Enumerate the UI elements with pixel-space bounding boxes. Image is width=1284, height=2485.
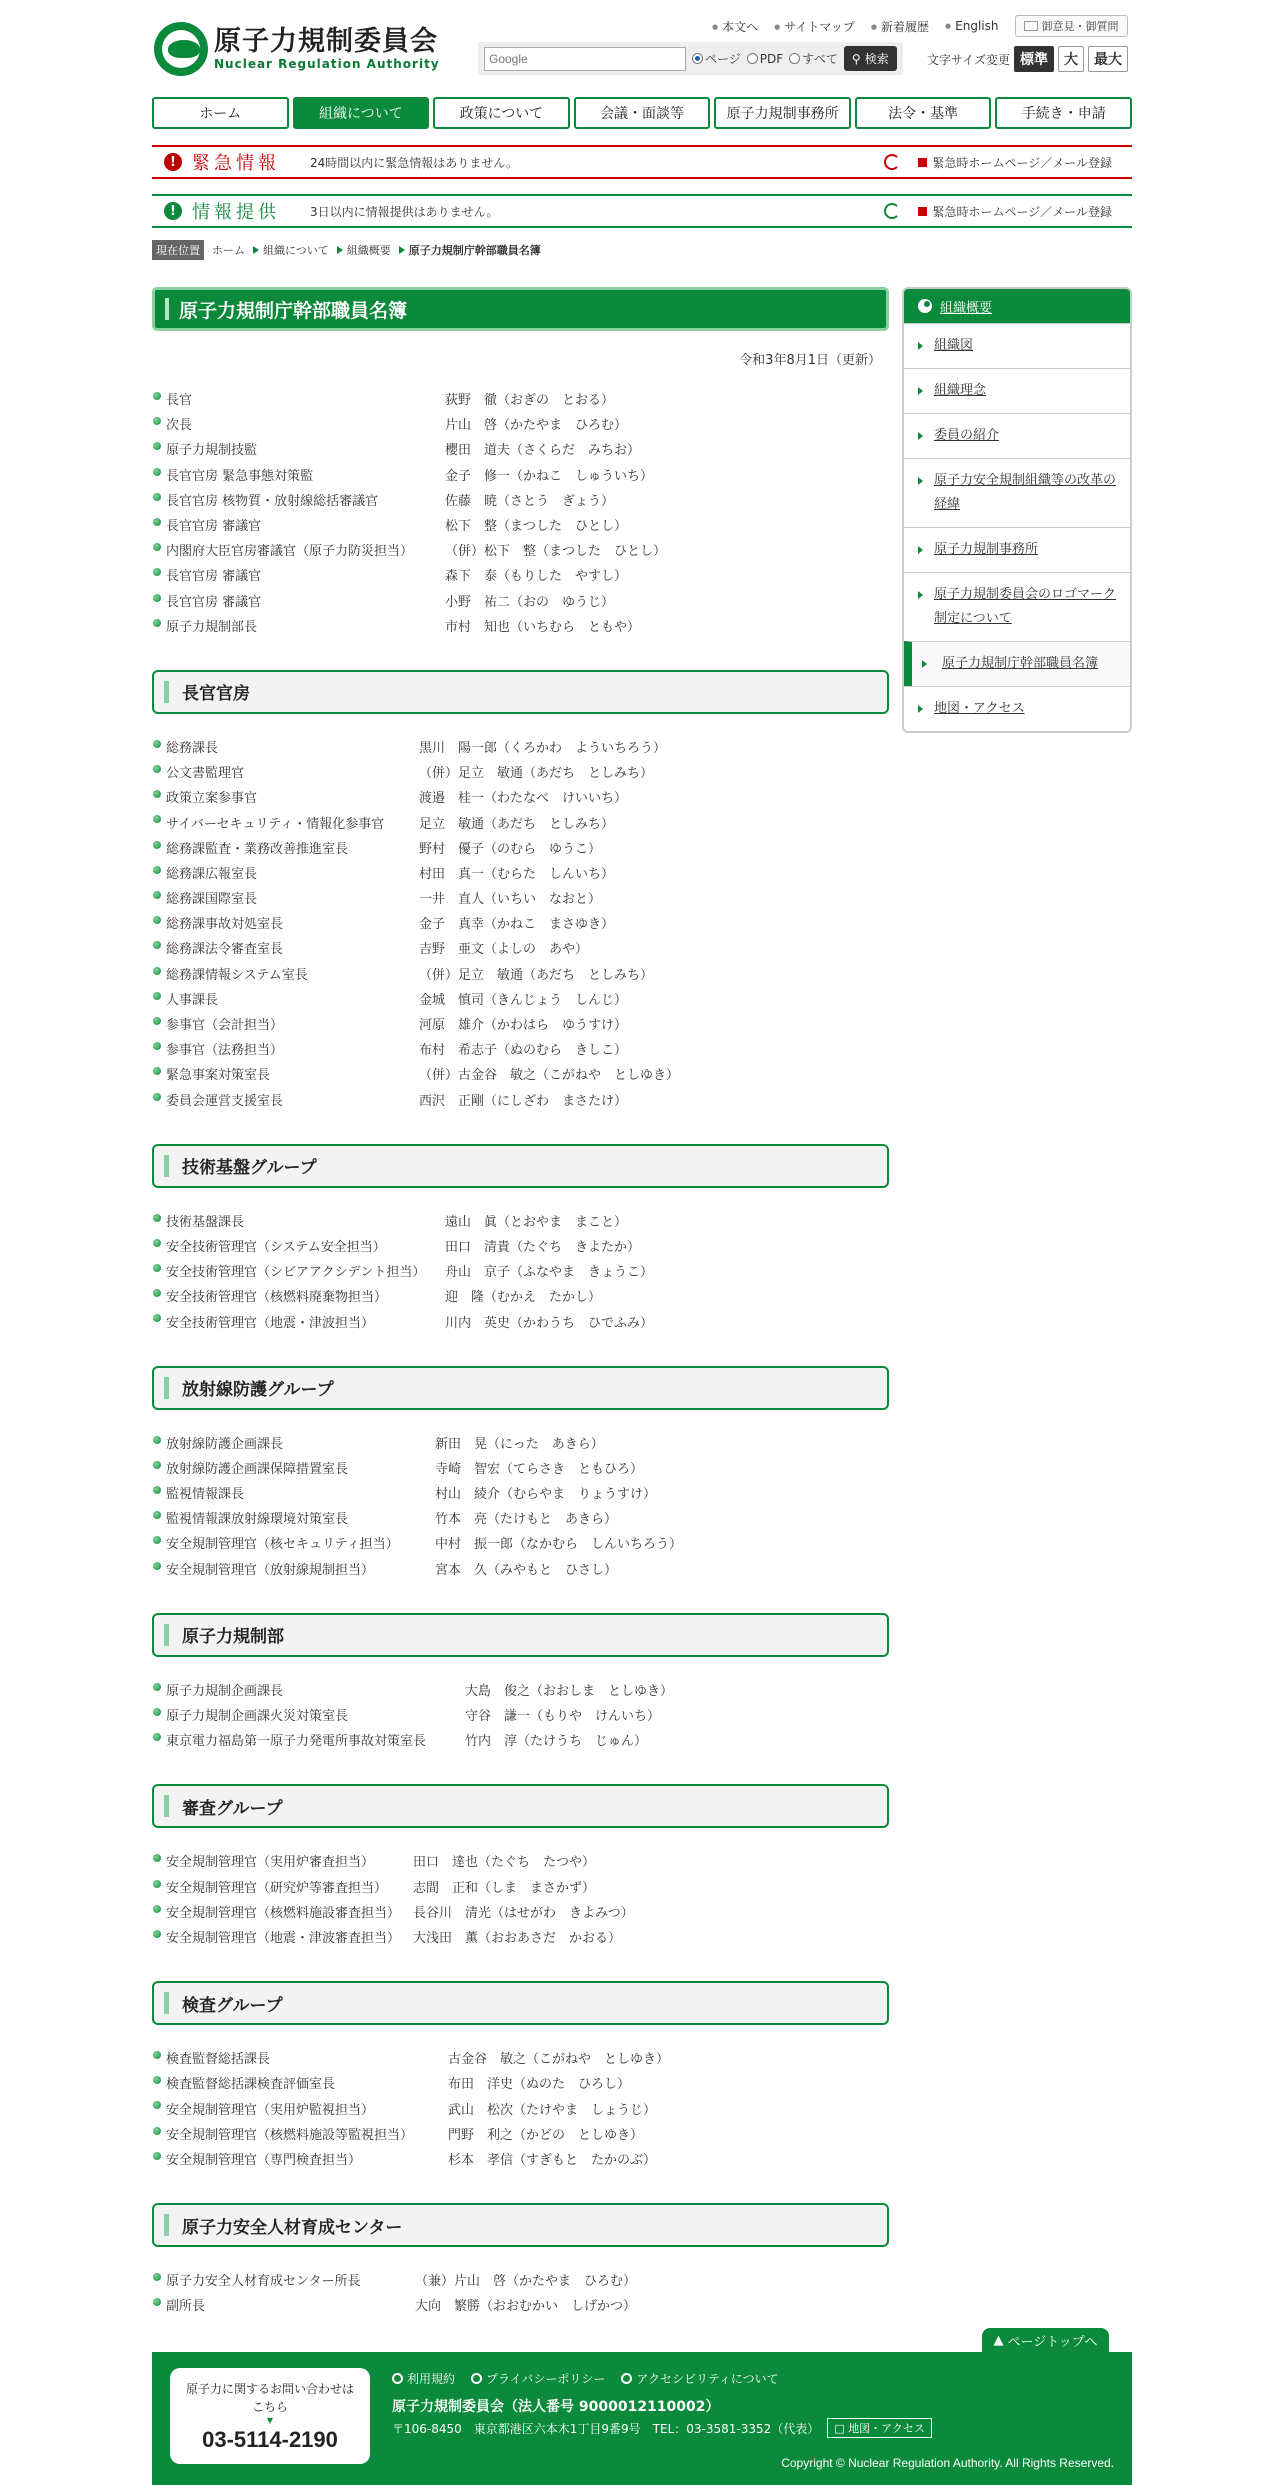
search-button-label: 検索 bbox=[864, 52, 889, 66]
utility-links bbox=[712, 15, 1128, 37]
staff-name: 一井 直人（いちい なおと） bbox=[419, 892, 602, 908]
staff-row bbox=[152, 2070, 889, 2095]
section-block bbox=[152, 1366, 889, 1581]
staff-position: 検査監督総括課検査評価室長 bbox=[166, 2077, 336, 2093]
staff-position: 長官官房 審議官 bbox=[166, 569, 262, 585]
section-heading: 審査グループ bbox=[152, 1784, 889, 1828]
staff-position: 監視情報課放射線環境対策室長 bbox=[166, 1512, 349, 1528]
gnav-regional-offices[interactable]: 原子力規制事務所 bbox=[714, 97, 851, 129]
side-nav-item[interactable] bbox=[904, 413, 1130, 458]
staff-name: （併）古金谷 敏之（こがねや としゆき） bbox=[419, 1068, 680, 1084]
staff-name: 小野 祐二（おの ゆうじ） bbox=[445, 594, 615, 610]
section-staff-list bbox=[152, 1848, 889, 1949]
opinion-button-label: 御意見・御質問 bbox=[1041, 20, 1119, 33]
scope-all-radio[interactable] bbox=[789, 50, 838, 67]
staff-position: 安全技術管理官（システム安全担当） bbox=[166, 1239, 386, 1255]
staff-name: 村田 真一（むらた しんいち） bbox=[419, 866, 615, 882]
staff-name: 野村 優子（のむら ゆうこ） bbox=[419, 841, 602, 857]
refresh-icon[interactable] bbox=[884, 203, 900, 219]
section-heading: 原子力規制部 bbox=[152, 1613, 889, 1657]
staff-position: 監視情報課長 bbox=[166, 1487, 245, 1503]
staff-name: （併）松下 整（まつした ひとし） bbox=[445, 544, 667, 560]
logo-title-en: Nuclear Regulation Authority bbox=[214, 57, 440, 71]
side-nav-item-label: 原子力規制庁幹部職員名簿 bbox=[942, 656, 1099, 671]
side-nav bbox=[902, 287, 1132, 733]
staff-name: 武山 松次（たけやま しょうじ） bbox=[448, 2102, 657, 2118]
staff-position: 技術基盤課長 bbox=[166, 1214, 245, 1230]
staff-row bbox=[152, 1011, 889, 1036]
gnav-laws[interactable]: 法令・基準 bbox=[855, 97, 992, 129]
staff-row bbox=[152, 613, 889, 638]
staff-row bbox=[152, 1530, 889, 1555]
staff-position: 東京電力福島第一原子力発電所事故対策室長 bbox=[166, 1734, 427, 1750]
info-site-link[interactable] bbox=[918, 203, 1112, 220]
staff-row bbox=[152, 2045, 889, 2070]
staff-row bbox=[152, 784, 889, 809]
scope-all-label: すべて bbox=[802, 52, 838, 66]
staff-name: 杉本 孝信（すぎもと たかのぶ） bbox=[448, 2152, 657, 2168]
staff-position: 総務課情報システム室長 bbox=[166, 967, 308, 983]
info-icon: ! bbox=[164, 202, 182, 220]
section-heading: 長官官房 bbox=[152, 670, 889, 714]
section-block bbox=[152, 2203, 889, 2317]
nra-logo-icon bbox=[154, 22, 208, 76]
executive-list bbox=[152, 386, 889, 638]
staff-position: 安全規制管理官（核燃料施設審査担当） bbox=[166, 1905, 401, 1921]
staff-name: 守谷 謙一（もりや けんいち） bbox=[465, 1709, 661, 1725]
triangle-down-icon: ▼ bbox=[266, 2416, 274, 2425]
gnav-organization[interactable]: 組織について bbox=[293, 97, 430, 129]
emergency-title-text: 緊急情報 bbox=[192, 153, 280, 174]
global-nav bbox=[152, 97, 1132, 129]
info-title bbox=[152, 198, 302, 224]
staff-name: 西沢 正剛（にしざわ まさたけ） bbox=[419, 1093, 628, 1109]
staff-row bbox=[152, 537, 889, 562]
contact-label: 原子力に関するお問い合わせは こちら bbox=[185, 2382, 354, 2414]
footer-address: 〒106-8450 東京都港区六本木1丁目9番9号 TEL：03-3581-3352（代表） bbox=[392, 2421, 820, 2436]
staff-row bbox=[152, 1924, 889, 1949]
page-top-label: ページトップへ bbox=[1007, 2334, 1098, 2350]
staff-position: 安全規制管理官（実用炉審査担当） bbox=[166, 1855, 375, 1871]
staff-row bbox=[152, 436, 889, 461]
whats-new-link[interactable]: ● 新着履歴 bbox=[871, 18, 929, 35]
emergency-site-link[interactable] bbox=[918, 154, 1112, 171]
staff-position: サイバーセキュリティ・情報化参事官 bbox=[166, 816, 385, 832]
breadcrumb-current: 原子力規制庁幹部職員名簿 bbox=[408, 244, 541, 257]
staff-name: 足立 敏通（あだち としみち） bbox=[419, 816, 615, 832]
staff-position: 原子力安全人材育成センター所長 bbox=[166, 2274, 361, 2290]
scope-pdf-label: PDF bbox=[759, 51, 784, 66]
staff-row bbox=[152, 860, 889, 885]
chevron-up-icon: ▲ bbox=[993, 2332, 1004, 2348]
staff-position: 総務課国際室長 bbox=[166, 892, 258, 908]
updated-date: 令和3年8月1日（更新） bbox=[739, 353, 881, 368]
side-nav-item[interactable] bbox=[904, 686, 1130, 731]
staff-position: 総務課事故対処室長 bbox=[166, 917, 284, 933]
staff-row bbox=[152, 1087, 889, 1112]
staff-position: 総務課長 bbox=[166, 740, 219, 756]
font-size-largest-button[interactable]: 最大 bbox=[1088, 46, 1128, 72]
staff-name: 迎 隆（むかえ たかし） bbox=[445, 1290, 602, 1306]
site-logo[interactable] bbox=[154, 22, 440, 76]
staff-position: 副所長 bbox=[166, 2299, 206, 2315]
staff-row bbox=[152, 2146, 889, 2171]
side-nav-item-label: 組織理念 bbox=[934, 383, 987, 398]
staff-row bbox=[152, 1480, 889, 1505]
gnav-meetings[interactable]: 会議・面談等 bbox=[574, 97, 711, 129]
staff-row bbox=[152, 1556, 889, 1581]
staff-name: 川内 英史（かわうち ひでふみ） bbox=[445, 1315, 654, 1331]
staff-position: 放射線防護企画課長 bbox=[166, 1436, 284, 1452]
staff-position: 安全規制管理官（地震・津波審査担当） bbox=[166, 1930, 401, 1946]
staff-position: 原子力規制部長 bbox=[166, 619, 258, 635]
logo-title-ja: 原子力規制委員会 bbox=[214, 26, 438, 57]
gnav-home[interactable]: ホーム bbox=[152, 97, 289, 129]
info-site-link-label: 緊急時ホームページ／メール登録 bbox=[932, 204, 1112, 219]
arrow-right-icon bbox=[399, 246, 405, 254]
square-bullet-icon bbox=[918, 207, 927, 216]
footer-links bbox=[392, 2370, 779, 2387]
staff-name: 松下 整（まつした ひとし） bbox=[445, 519, 628, 535]
staff-name: 竹内 淳（たけうち じゅん） bbox=[465, 1734, 648, 1750]
side-nav-item[interactable] bbox=[904, 527, 1130, 572]
staff-position: 安全規制管理官（実用炉監視担当） bbox=[166, 2102, 375, 2118]
breadcrumb-overview[interactable]: 組織概要 bbox=[346, 244, 391, 257]
staff-row bbox=[152, 809, 889, 834]
staff-name: 大向 繁勝（おおむかい しげかつ） bbox=[415, 2299, 637, 2315]
staff-name: 宮本 久（みやもと ひさし） bbox=[435, 1562, 618, 1578]
staff-position: 原子力規制企画課火災対策室長 bbox=[166, 1709, 349, 1725]
staff-row bbox=[152, 2267, 889, 2292]
radio-unchecked-icon bbox=[747, 53, 758, 64]
staff-row bbox=[152, 835, 889, 860]
staff-position: 委員会運営支援室長 bbox=[166, 1093, 284, 1109]
staff-row bbox=[152, 1899, 889, 1924]
section-heading: 放射線防護グループ bbox=[152, 1366, 889, 1410]
radio-checked-icon bbox=[692, 53, 703, 64]
section-staff-list bbox=[152, 2267, 889, 2317]
staff-row bbox=[152, 1233, 889, 1258]
scope-page-radio[interactable] bbox=[692, 50, 741, 67]
staff-name: （兼）片山 啓（かたやま ひろむ） bbox=[415, 2274, 637, 2290]
staff-position: 総務課法令審査室長 bbox=[166, 942, 284, 958]
footer-address-row bbox=[392, 2418, 932, 2438]
staff-name: 片山 啓（かたやま ひろむ） bbox=[445, 418, 628, 434]
breadcrumb-here-label: 現在位置 bbox=[152, 240, 204, 260]
staff-position: 参事官（会計担当） bbox=[166, 1018, 284, 1034]
staff-position: 総務課監査・業務改善推進室長 bbox=[166, 841, 349, 857]
arrow-right-icon bbox=[253, 246, 259, 254]
staff-position: 安全規制管理官（核燃料施設等監視担当） bbox=[166, 2127, 414, 2143]
staff-name: 渡邉 桂一（わたなべ けいいち） bbox=[419, 791, 628, 807]
page-title: 原子力規制庁幹部職員名簿 bbox=[152, 287, 889, 331]
staff-position: 安全技術管理官（シビアアクシデント担当） bbox=[166, 1265, 426, 1281]
english-link[interactable]: ● English bbox=[945, 19, 998, 33]
staff-name: 金城 慎司（きんじょう しんじ） bbox=[419, 992, 628, 1008]
side-nav-item[interactable] bbox=[904, 572, 1130, 641]
map-access-button[interactable]: □ 地図・アクセス bbox=[827, 2418, 932, 2438]
font-size-standard-button[interactable]: 標準 bbox=[1014, 46, 1054, 72]
contact-phone: 03-5114-2190 bbox=[202, 2427, 338, 2452]
search-input[interactable] bbox=[484, 47, 686, 71]
staff-name: 田口 達也（たぐち たつや） bbox=[413, 1855, 596, 1871]
side-nav-item-label: 原子力規制委員会のロゴマーク制定について bbox=[934, 587, 1117, 626]
staff-position: 内閣府大臣官房審議官（原子力防災担当） bbox=[166, 544, 414, 560]
contact-box[interactable] bbox=[170, 2368, 370, 2464]
section-heading: 原子力安全人材育成センター bbox=[152, 2203, 889, 2247]
staff-row bbox=[152, 1727, 889, 1752]
staff-row bbox=[152, 1430, 889, 1455]
staff-name: 田口 清貴（たぐち きよたか） bbox=[445, 1239, 641, 1255]
search-bar bbox=[478, 42, 903, 75]
staff-name: 志間 正和（しま まさかず） bbox=[413, 1880, 596, 1896]
staff-row bbox=[152, 734, 889, 759]
main-content bbox=[152, 287, 889, 2317]
staff-row bbox=[152, 2095, 889, 2120]
staff-position: 安全規制管理官（専門検査担当） bbox=[166, 2152, 362, 2168]
site-header bbox=[152, 0, 1132, 90]
staff-position: 次長 bbox=[166, 418, 193, 434]
staff-name: 長谷川 清光（はせがわ きよみつ） bbox=[413, 1905, 634, 1921]
side-nav-item[interactable] bbox=[904, 368, 1130, 413]
staff-row bbox=[152, 588, 889, 613]
staff-row bbox=[152, 462, 889, 487]
terms-link[interactable]: 利用規約 bbox=[392, 2370, 455, 2387]
staff-row bbox=[152, 411, 889, 436]
department-sections bbox=[152, 670, 889, 2318]
radio-unchecked-icon bbox=[789, 53, 800, 64]
staff-name: 森下 泰（もりした やすし） bbox=[445, 569, 628, 585]
section-block bbox=[152, 1784, 889, 1949]
staff-name: 金子 修一（かねこ しゅういち） bbox=[445, 468, 654, 484]
staff-row bbox=[152, 1455, 889, 1480]
staff-position: 安全規制管理官（核セキュリティ担当） bbox=[166, 1537, 399, 1553]
side-nav-header[interactable] bbox=[904, 289, 1130, 323]
staff-row bbox=[152, 2121, 889, 2146]
staff-position: 人事課長 bbox=[166, 992, 219, 1008]
staff-row bbox=[152, 1874, 889, 1899]
staff-name: 門野 利之（かどの としゆき） bbox=[448, 2127, 644, 2143]
font-size-label: 文字サイズ変更 bbox=[927, 52, 1011, 67]
staff-position: 参事官（法務担当） bbox=[166, 1043, 284, 1059]
staff-name: 竹本 亮（たけもと あきら） bbox=[435, 1512, 618, 1528]
gnav-procedures[interactable]: 手続き・申請 bbox=[995, 97, 1132, 129]
staff-position: 検査監督総括課長 bbox=[166, 2052, 271, 2068]
emergency-site-link-label: 緊急時ホームページ／メール登録 bbox=[932, 155, 1112, 170]
breadcrumb-organization[interactable]: 組織について bbox=[263, 244, 329, 257]
site-footer bbox=[152, 2352, 1132, 2485]
side-nav-item-label: 組織図 bbox=[934, 338, 974, 353]
section-block bbox=[152, 1613, 889, 1753]
map-access-label: 地図・アクセス bbox=[848, 2422, 925, 2435]
staff-position: 緊急事案対策室長 bbox=[166, 1068, 271, 1084]
staff-row bbox=[152, 961, 889, 986]
privacy-link[interactable]: プライバシーポリシー bbox=[471, 2370, 605, 2387]
emergency-message: 24時間以内に緊急情報はありません。 bbox=[310, 155, 518, 170]
staff-row bbox=[152, 1283, 889, 1308]
section-staff-list bbox=[152, 1677, 889, 1753]
staff-position: 長官官房 核物質・放射線総括審議官 bbox=[166, 493, 379, 509]
staff-row bbox=[152, 1702, 889, 1727]
side-nav-item-label: 地図・アクセス bbox=[934, 701, 1025, 716]
staff-position: 原子力規制企画課長 bbox=[166, 1683, 284, 1699]
staff-name: 中村 振一郎（なかむら しんいちろう） bbox=[435, 1537, 683, 1553]
gnav-policy[interactable]: 政策について bbox=[433, 97, 570, 129]
staff-name: 金子 真幸（かねこ まさゆき） bbox=[419, 917, 615, 933]
section-block bbox=[152, 670, 889, 1112]
staff-position: 公文書監理官 bbox=[166, 766, 245, 782]
section-staff-list bbox=[152, 1208, 889, 1334]
staff-name: （併）足立 敏通（あだち としみち） bbox=[419, 766, 654, 782]
staff-row bbox=[152, 562, 889, 587]
staff-row bbox=[152, 759, 889, 784]
staff-name: 布田 洋史（ぬのた ひろし） bbox=[448, 2077, 631, 2093]
staff-position: 安全規制管理官（放射線規制担当） bbox=[166, 1562, 375, 1578]
staff-name: 舟山 京子（ふなやま きょうこ） bbox=[445, 1265, 654, 1281]
staff-row bbox=[152, 386, 889, 411]
side-nav-item[interactable] bbox=[904, 641, 1130, 686]
section-block bbox=[152, 1981, 889, 2171]
staff-name: 大浅田 薫（おおあさだ かおる） bbox=[413, 1930, 622, 1946]
staff-row bbox=[152, 512, 889, 537]
staff-name: 古金谷 敏之（こがねや としゆき） bbox=[448, 2052, 670, 2068]
side-nav-icon bbox=[918, 299, 932, 313]
section-heading: 技術基盤グループ bbox=[152, 1144, 889, 1188]
scope-pdf-radio[interactable] bbox=[747, 52, 783, 66]
accessibility-link[interactable]: アクセシビリティについて bbox=[621, 2370, 778, 2387]
staff-name: 遠山 眞（とおやま まこと） bbox=[445, 1214, 628, 1230]
info-title-text: 情報提供 bbox=[192, 202, 280, 223]
font-size-large-button[interactable]: 大 bbox=[1058, 46, 1084, 72]
side-nav-item-label: 原子力安全規制組織等の改革の経緯 bbox=[934, 473, 1117, 512]
side-nav-item[interactable] bbox=[904, 458, 1130, 527]
staff-position: 総務課広報室長 bbox=[166, 866, 258, 882]
breadcrumb bbox=[152, 240, 1132, 260]
search-icon: ⚲ bbox=[851, 51, 861, 66]
staff-name: 荻野 徹（おぎの とおる） bbox=[445, 393, 615, 409]
side-nav-item-label: 委員の紹介 bbox=[934, 428, 1000, 443]
sitemap-link[interactable]: ● サイトマップ bbox=[774, 18, 855, 35]
staff-position: 政策立案参事官 bbox=[166, 791, 258, 807]
emergency-title bbox=[152, 149, 302, 175]
staff-row bbox=[152, 487, 889, 512]
provided-info-bar bbox=[152, 194, 1132, 228]
scope-page-label: ページ bbox=[705, 52, 741, 66]
arrow-right-icon bbox=[337, 246, 343, 254]
staff-position: 長官 bbox=[166, 393, 193, 409]
side-nav-title: 組織概要 bbox=[940, 300, 993, 316]
staff-name: 黒川 陽一郎（くろかわ よういちろう） bbox=[419, 740, 667, 756]
staff-position: 長官官房 審議官 bbox=[166, 594, 262, 610]
emergency-info-bar bbox=[152, 145, 1132, 179]
staff-position: 長官官房 緊急事態対策監 bbox=[166, 468, 314, 484]
staff-name: 布村 希志子（ぬのむら きしこ） bbox=[419, 1043, 628, 1059]
staff-row bbox=[152, 1848, 889, 1873]
opinion-button[interactable] bbox=[1015, 15, 1128, 37]
copyright: Copyright © Nuclear Regulation Authority. All Rights Reserved. bbox=[781, 2456, 1114, 2470]
staff-position: 安全技術管理官（地震・津波担当） bbox=[166, 1315, 375, 1331]
staff-name: 櫻田 道夫（さくらだ みちお） bbox=[445, 443, 641, 459]
staff-position: 安全規制管理官（研究炉等審査担当） bbox=[166, 1880, 388, 1896]
side-nav-item-label: 原子力規制事務所 bbox=[934, 542, 1039, 557]
staff-name: （併）足立 敏通（あだち としみち） bbox=[419, 967, 654, 983]
staff-row bbox=[152, 1258, 889, 1283]
staff-name: 河原 雄介（かわはら ゆうすけ） bbox=[419, 1018, 628, 1034]
staff-name: 村山 綾介（むらやま りょうすけ） bbox=[435, 1487, 657, 1503]
staff-row bbox=[152, 935, 889, 960]
staff-name: 寺崎 智宏（てらさき ともひろ） bbox=[435, 1461, 644, 1477]
font-size-control bbox=[927, 46, 1128, 72]
staff-row bbox=[152, 1208, 889, 1233]
refresh-icon[interactable] bbox=[884, 154, 900, 170]
staff-name: 吉野 亜文（よしの あや） bbox=[419, 942, 589, 958]
staff-position: 安全技術管理官（核燃料廃棄物担当） bbox=[166, 1290, 388, 1306]
staff-row bbox=[152, 1677, 889, 1702]
staff-row bbox=[152, 910, 889, 935]
staff-name: 佐藤 暁（さとう ぎょう） bbox=[445, 493, 615, 509]
staff-row bbox=[152, 986, 889, 1011]
side-nav-item[interactable] bbox=[904, 323, 1130, 368]
staff-name: 市村 知也（いちむら ともや） bbox=[445, 619, 641, 635]
staff-name: 新田 晃（にった あきら） bbox=[435, 1436, 604, 1452]
staff-position: 原子力規制技監 bbox=[166, 443, 258, 459]
staff-position: 放射線防護企画課保障措置室長 bbox=[166, 1461, 349, 1477]
section-staff-list bbox=[152, 1430, 889, 1581]
staff-row bbox=[152, 1505, 889, 1530]
section-heading: 検査グループ bbox=[152, 1981, 889, 2025]
staff-row bbox=[152, 1308, 889, 1333]
staff-name: 大島 俊之（おおしま としゆき） bbox=[465, 1683, 674, 1699]
staff-position: 長官官房 審議官 bbox=[166, 519, 262, 535]
staff-row bbox=[152, 1036, 889, 1061]
staff-row bbox=[152, 1061, 889, 1086]
staff-row bbox=[152, 885, 889, 910]
mail-icon bbox=[1024, 21, 1038, 31]
footer-org-name: 原子力規制委員会（法人番号 9000012110002） bbox=[392, 2399, 720, 2415]
search-button[interactable] bbox=[844, 46, 897, 71]
section-staff-list bbox=[152, 734, 889, 1112]
staff-row bbox=[152, 2292, 889, 2317]
alert-icon: ! bbox=[164, 153, 182, 171]
page-top-button[interactable] bbox=[982, 2328, 1109, 2352]
skip-to-content-link[interactable]: ● 本文へ bbox=[712, 18, 758, 35]
section-block bbox=[152, 1144, 889, 1334]
breadcrumb-home[interactable]: ホーム bbox=[212, 244, 245, 257]
info-message: 3日以内に情報提供はありません。 bbox=[310, 204, 499, 219]
section-staff-list bbox=[152, 2045, 889, 2171]
square-bullet-icon bbox=[918, 158, 927, 167]
